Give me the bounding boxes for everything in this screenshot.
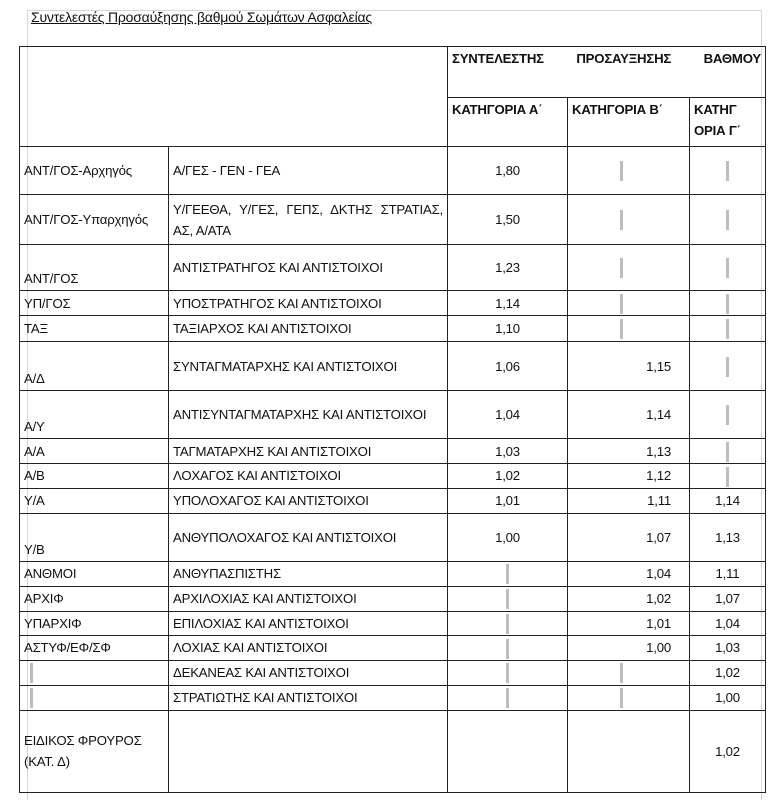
category-c-cell bbox=[690, 195, 766, 245]
equivalent-rank-cell bbox=[169, 710, 448, 792]
category-c-cell: 1,03 bbox=[690, 636, 766, 661]
category-a-cell: 1,50 bbox=[448, 195, 568, 245]
category-b-cell: 1,01 bbox=[568, 611, 690, 636]
category-a-cell: 1,01 bbox=[448, 488, 568, 513]
category-c-cell bbox=[690, 245, 766, 291]
equivalent-rank-cell: Υ/ΓΕΕΘΑ, Υ/ΓΕΣ, ΓΕΠΣ, ΔΚΤΗΣ ΣΤΡΑΤΙΑΣ, ΑΣ, Α/ΑΤΑ bbox=[169, 195, 448, 245]
rank-cell bbox=[20, 660, 169, 685]
category-a-cell: 1,80 bbox=[448, 147, 568, 195]
table-row bbox=[20, 586, 766, 611]
category-c-cell bbox=[690, 147, 766, 195]
category-a-cell: 1,03 bbox=[448, 439, 568, 464]
empty-dash-icon bbox=[726, 357, 729, 377]
category-b-cell: 1,02 bbox=[568, 586, 690, 611]
empty-dash-icon bbox=[506, 639, 509, 659]
equivalent-rank-cell: ΑΡΧΙΛΟΧΙΑΣ ΚΑΙ ΑΝΤΙΣΤΟΙΧΟΙ bbox=[169, 586, 448, 611]
category-c-cell: 1,07 bbox=[690, 586, 766, 611]
table-row bbox=[20, 195, 766, 245]
category-c-cell bbox=[690, 439, 766, 464]
coefficients-table bbox=[19, 46, 766, 793]
document-title: Συντελεστές Προσαύξησης βαθμού Σωμάτων Ασφαλείας bbox=[31, 9, 372, 25]
empty-dash-icon bbox=[30, 688, 33, 708]
category-a-cell bbox=[448, 611, 568, 636]
empty-dash-icon bbox=[30, 663, 33, 683]
category-b-cell: 1,00 bbox=[568, 636, 690, 661]
category-c-cell: 1,02 bbox=[690, 710, 766, 792]
header-cat-c: ΚΑΤΗΓ ΟΡΙΑ Γ΄ bbox=[690, 98, 766, 147]
category-a-cell: 1,00 bbox=[448, 513, 568, 561]
table-row bbox=[20, 245, 766, 291]
category-c-cell bbox=[690, 342, 766, 391]
equivalent-rank-cell: ΛΟΧΙΑΣ ΚΑΙ ΑΝΤΙΣΤΟΙΧΟΙ bbox=[169, 636, 448, 661]
empty-dash-icon bbox=[620, 258, 623, 278]
rank-cell: ΤΑΞ bbox=[20, 316, 169, 342]
table-row bbox=[20, 342, 766, 391]
rank-cell: ΑΝΤ/ΓΟΣ-Υπαρχηγός bbox=[20, 195, 169, 245]
category-a-cell: 1,23 bbox=[448, 245, 568, 291]
category-c-cell: 1,13 bbox=[690, 513, 766, 561]
table-row bbox=[20, 685, 766, 710]
table-row bbox=[20, 391, 766, 439]
rank-cell: ΑΝΘΜΟΙ bbox=[20, 561, 169, 586]
table-row bbox=[20, 561, 766, 586]
rank-cell: Υ/Β bbox=[20, 513, 169, 561]
category-a-cell bbox=[448, 586, 568, 611]
rank-cell: ΥΠ/ΓΟΣ bbox=[20, 291, 169, 316]
equivalent-rank-cell: ΑΝΘΥΠΟΛΟΧΑΓΟΣ ΚΑΙ ΑΝΤΙΣΤΟΙΧΟΙ bbox=[169, 513, 448, 561]
category-b-cell bbox=[568, 710, 690, 792]
category-c-cell bbox=[690, 291, 766, 316]
category-b-cell: 1,07 bbox=[568, 513, 690, 561]
category-a-cell: 1,02 bbox=[448, 464, 568, 489]
category-c-cell: 1,00 bbox=[690, 685, 766, 710]
equivalent-rank-cell: ΑΝΘΥΠΑΣΠΙΣΤΗΣ bbox=[169, 561, 448, 586]
table-row bbox=[20, 316, 766, 342]
equivalent-rank-cell: ΕΠΙΛΟΧΙΑΣ ΚΑΙ ΑΝΤΙΣΤΟΙΧΟΙ bbox=[169, 611, 448, 636]
category-b-cell bbox=[568, 147, 690, 195]
category-a-cell: 1,04 bbox=[448, 391, 568, 439]
empty-dash-icon bbox=[726, 405, 729, 425]
header-cat-b: ΚΑΤΗΓΟΡΙΑ Β΄ bbox=[568, 98, 690, 147]
rank-cell: Υ/Α bbox=[20, 488, 169, 513]
empty-dash-icon bbox=[506, 614, 509, 634]
equivalent-rank-cell: ΔΕΚΑΝΕΑΣ ΚΑΙ ΑΝΤΙΣΤΟΙΧΟΙ bbox=[169, 660, 448, 685]
empty-dash-icon bbox=[620, 663, 623, 683]
empty-dash-icon bbox=[726, 319, 729, 339]
table-row bbox=[20, 660, 766, 685]
rank-cell: Α/Β bbox=[20, 464, 169, 489]
category-a-cell bbox=[448, 660, 568, 685]
equivalent-rank-cell: ΑΝΤΙΣΥΝΤΑΓΜΑΤΑΡΧΗΣ ΚΑΙ ΑΝΤΙΣΤΟΙΧΟΙ bbox=[169, 391, 448, 439]
category-b-cell: 1,13 bbox=[568, 439, 690, 464]
category-a-cell bbox=[448, 636, 568, 661]
empty-dash-icon bbox=[726, 258, 729, 278]
table-row bbox=[20, 513, 766, 561]
category-c-cell: 1,02 bbox=[690, 660, 766, 685]
category-c-cell bbox=[690, 464, 766, 489]
category-a-cell bbox=[448, 561, 568, 586]
category-b-cell: 1,04 bbox=[568, 561, 690, 586]
header-cat-a: ΚΑΤΗΓΟΡΙΑ Α΄ bbox=[448, 98, 568, 147]
empty-dash-icon bbox=[726, 442, 729, 462]
rank-cell: ΕΙΔΙΚΟΣ ΦΡΟΥΡΟΣ (ΚΑΤ. Δ) bbox=[20, 710, 169, 792]
empty-dash-icon bbox=[726, 210, 729, 230]
rank-cell: ΑΝΤ/ΓΟΣ-Αρχηγός bbox=[20, 147, 169, 195]
empty-header-cell bbox=[20, 47, 448, 147]
category-a-cell: 1,06 bbox=[448, 342, 568, 391]
header-group-label: ΣΥΝΤΕΛΕΣΤΗΣ ΠΡΟΣΑΥΞΗΣΗΣ ΒΑΘΜΟΥ bbox=[452, 51, 761, 66]
rank-cell: ΑΡΧΙΦ bbox=[20, 586, 169, 611]
equivalent-rank-cell: ΥΠΟΣΤΡΑΤΗΓΟΣ ΚΑΙ ΑΝΤΙΣΤΟΙΧΟΙ bbox=[169, 291, 448, 316]
empty-dash-icon bbox=[620, 294, 623, 314]
equivalent-rank-cell: ΤΑΞΙΑΡΧΟΣ ΚΑΙ ΑΝΤΙΣΤΟΙΧΟΙ bbox=[169, 316, 448, 342]
empty-dash-icon bbox=[726, 467, 729, 487]
empty-dash-icon bbox=[506, 663, 509, 683]
equivalent-rank-cell: Α/ΓΕΣ - ΓΕΝ - ΓΕΑ bbox=[169, 147, 448, 195]
empty-dash-icon bbox=[506, 589, 509, 609]
rank-cell: Α/Δ bbox=[20, 342, 169, 391]
empty-dash-icon bbox=[726, 161, 729, 181]
category-b-cell bbox=[568, 195, 690, 245]
category-b-cell bbox=[568, 316, 690, 342]
rank-cell: ΑΣΤΥΦ/ΕΦ/ΣΦ bbox=[20, 636, 169, 661]
rank-cell: ΑΝΤ/ΓΟΣ bbox=[20, 245, 169, 291]
table-row bbox=[20, 439, 766, 464]
category-b-cell bbox=[568, 685, 690, 710]
empty-dash-icon bbox=[620, 210, 623, 230]
category-c-cell: 1,04 bbox=[690, 611, 766, 636]
equivalent-rank-cell: ΑΝΤΙΣΤΡΑΤΗΓΟΣ ΚΑΙ ΑΝΤΙΣΤΟΙΧΟΙ bbox=[169, 245, 448, 291]
category-b-cell: 1,12 bbox=[568, 464, 690, 489]
equivalent-rank-cell: ΤΑΓΜΑΤΑΡΧΗΣ ΚΑΙ ΑΝΤΙΣΤΟΙΧΟΙ bbox=[169, 439, 448, 464]
equivalent-rank-cell: ΣΥΝΤΑΓΜΑΤΑΡΧΗΣ ΚΑΙ ΑΝΤΙΣΤΟΙΧΟΙ bbox=[169, 342, 448, 391]
category-b-cell: 1,11 bbox=[568, 488, 690, 513]
table-row bbox=[20, 291, 766, 316]
empty-dash-icon bbox=[620, 319, 623, 339]
category-c-cell bbox=[690, 391, 766, 439]
table-row bbox=[20, 464, 766, 489]
table-row bbox=[20, 636, 766, 661]
empty-dash-icon bbox=[620, 161, 623, 181]
table-row bbox=[20, 488, 766, 513]
rank-cell: ΥΠΑΡΧΙΦ bbox=[20, 611, 169, 636]
empty-dash-icon bbox=[620, 688, 623, 708]
rank-cell bbox=[20, 685, 169, 710]
header-group bbox=[448, 47, 766, 98]
equivalent-rank-cell: ΥΠΟΛΟΧΑΓΟΣ ΚΑΙ ΑΝΤΙΣΤΟΙΧΟΙ bbox=[169, 488, 448, 513]
rank-cell: Α/Α bbox=[20, 439, 169, 464]
category-c-cell bbox=[690, 316, 766, 342]
empty-dash-icon bbox=[506, 564, 509, 584]
category-b-cell bbox=[568, 660, 690, 685]
category-a-cell: 1,14 bbox=[448, 291, 568, 316]
category-b-cell bbox=[568, 291, 690, 316]
empty-dash-icon bbox=[726, 294, 729, 314]
empty-dash-icon bbox=[506, 688, 509, 708]
category-c-cell: 1,11 bbox=[690, 561, 766, 586]
table-row bbox=[20, 710, 766, 792]
category-b-cell: 1,14 bbox=[568, 391, 690, 439]
table-row bbox=[20, 611, 766, 636]
category-a-cell: 1,10 bbox=[448, 316, 568, 342]
category-c-cell: 1,14 bbox=[690, 488, 766, 513]
category-b-cell: 1,15 bbox=[568, 342, 690, 391]
category-a-cell bbox=[448, 710, 568, 792]
table-row bbox=[20, 147, 766, 195]
equivalent-rank-cell: ΛΟΧΑΓΟΣ ΚΑΙ ΑΝΤΙΣΤΟΙΧΟΙ bbox=[169, 464, 448, 489]
category-a-cell bbox=[448, 685, 568, 710]
rank-cell: Α/Υ bbox=[20, 391, 169, 439]
equivalent-rank-cell: ΣΤΡΑΤΙΩΤΗΣ ΚΑΙ ΑΝΤΙΣΤΟΙΧΟΙ bbox=[169, 685, 448, 710]
category-b-cell bbox=[568, 245, 690, 291]
